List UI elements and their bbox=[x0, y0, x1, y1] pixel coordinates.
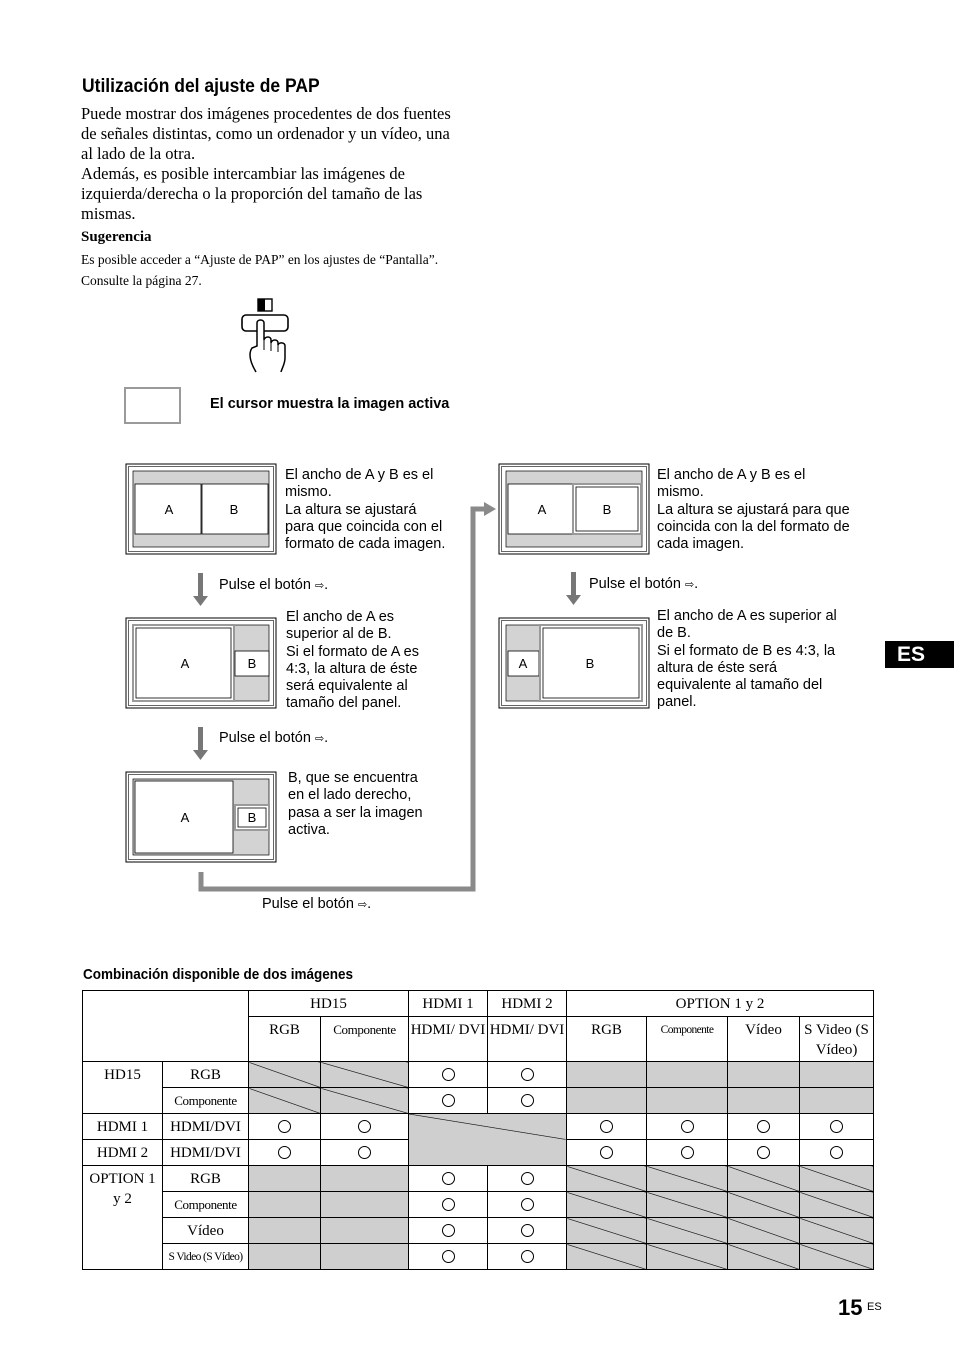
step-description-3 bbox=[288, 770, 423, 839]
unavailable-cell bbox=[321, 1166, 409, 1192]
available-cell bbox=[800, 1114, 874, 1140]
unavailable-cell bbox=[800, 1088, 874, 1114]
step-line: El ancho de A y B es el bbox=[285, 467, 434, 483]
table-row bbox=[83, 1166, 874, 1192]
step-line: activa. bbox=[288, 821, 330, 838]
press-button-instruction-1: Pulse el botón ⇨. bbox=[219, 577, 329, 593]
press-button-text: Pulse el botón bbox=[262, 896, 354, 912]
table-corner-cell bbox=[83, 991, 249, 1062]
row-header: Componente bbox=[163, 1088, 249, 1114]
step-line: La altura se ajustará bbox=[285, 501, 417, 518]
step-line: formato de cada imagen. bbox=[285, 536, 446, 553]
column-header: S Video (S Vídeo) bbox=[800, 1017, 874, 1062]
step-line: en el lado derecho, bbox=[288, 787, 412, 804]
unavailable-cell bbox=[800, 1244, 874, 1270]
screen-label-a: A bbox=[537, 502, 547, 517]
available-circle-icon bbox=[830, 1146, 843, 1159]
available-cell bbox=[728, 1140, 800, 1166]
row-header: HDMI/DVI bbox=[163, 1114, 249, 1140]
available-circle-icon bbox=[830, 1120, 843, 1133]
row-group-header: OPTION 1 y 2 bbox=[83, 1166, 163, 1270]
pap-arrow-icon: ⇨ bbox=[684, 579, 695, 591]
available-cell bbox=[409, 1218, 488, 1244]
unavailable-cell bbox=[800, 1218, 874, 1244]
column-header: Componente bbox=[321, 1017, 409, 1062]
available-cell bbox=[800, 1140, 874, 1166]
row-header: HDMI/DVI bbox=[163, 1140, 249, 1166]
available-circle-icon bbox=[442, 1198, 455, 1211]
unavailable-cell bbox=[409, 1114, 567, 1166]
available-circle-icon bbox=[278, 1120, 291, 1133]
unavailable-cell bbox=[567, 1088, 647, 1114]
available-cell bbox=[409, 1192, 488, 1218]
screen-label-b: B bbox=[247, 656, 257, 671]
press-button-instruction-2: Pulse el botón ⇨. bbox=[219, 730, 329, 746]
screen-b-active-left bbox=[126, 772, 276, 862]
unavailable-cell bbox=[321, 1088, 409, 1114]
screen-equal-width-right bbox=[499, 464, 649, 554]
step-line: será equivalente al bbox=[286, 678, 408, 695]
page-number: 15 bbox=[838, 1295, 863, 1320]
cursor-legend-label: El cursor muestra la imagen activa bbox=[210, 396, 450, 412]
step-description-5 bbox=[657, 608, 837, 712]
step-line: panel. bbox=[657, 694, 697, 711]
row-header: Vídeo bbox=[163, 1218, 249, 1244]
available-circle-icon bbox=[442, 1224, 455, 1237]
unavailable-cell bbox=[800, 1192, 874, 1218]
unavailable-cell bbox=[800, 1166, 874, 1192]
available-cell bbox=[567, 1140, 647, 1166]
available-cell bbox=[647, 1140, 728, 1166]
unavailable-cell bbox=[249, 1088, 321, 1114]
step-line: Si el formato de A es bbox=[286, 643, 419, 660]
unavailable-cell bbox=[567, 1166, 647, 1192]
unavailable-cell bbox=[321, 1062, 409, 1088]
column-group-header: OPTION 1 y 2 bbox=[567, 991, 874, 1017]
step-description-2 bbox=[286, 609, 419, 713]
unavailable-cell bbox=[647, 1062, 728, 1088]
table-row bbox=[83, 1062, 874, 1088]
unavailable-cell bbox=[249, 1244, 321, 1270]
available-circle-icon bbox=[757, 1146, 770, 1159]
screen-b-wider-right bbox=[499, 618, 649, 708]
step-line: cada imagen. bbox=[657, 536, 745, 553]
available-circle-icon bbox=[757, 1120, 770, 1133]
screen-label-b: B bbox=[585, 656, 595, 671]
pap-arrow-icon: ⇨ bbox=[314, 733, 325, 745]
page-language-suffix: ES bbox=[867, 1301, 882, 1313]
available-circle-icon bbox=[442, 1250, 455, 1263]
available-circle-icon bbox=[442, 1172, 455, 1185]
step-line: para que coincida con el bbox=[285, 518, 443, 535]
available-circle-icon bbox=[600, 1146, 613, 1159]
available-circle-icon bbox=[358, 1146, 371, 1159]
available-cell bbox=[321, 1140, 409, 1166]
row-group-header: HDMI 1 bbox=[83, 1114, 163, 1140]
available-circle-icon bbox=[521, 1094, 534, 1107]
available-cell bbox=[488, 1244, 567, 1270]
screen-a-wider-left bbox=[126, 618, 276, 708]
available-circle-icon bbox=[600, 1120, 613, 1133]
available-cell bbox=[321, 1114, 409, 1140]
available-cell bbox=[728, 1114, 800, 1140]
screen-label-b: B bbox=[602, 502, 612, 517]
available-circle-icon bbox=[521, 1198, 534, 1211]
step-line: altura de éste será bbox=[657, 659, 778, 676]
unavailable-cell bbox=[728, 1244, 800, 1270]
available-circle-icon bbox=[681, 1146, 694, 1159]
available-circle-icon bbox=[278, 1146, 291, 1159]
unavailable-cell bbox=[249, 1192, 321, 1218]
step-line: equivalente al tamaño del bbox=[657, 677, 823, 694]
available-cell bbox=[409, 1062, 488, 1088]
step-line: superior al de B. bbox=[286, 626, 392, 643]
step-line: La altura se ajustará para que bbox=[657, 501, 850, 518]
step-line: de B. bbox=[657, 625, 691, 642]
combination-table-title: Combinación disponible de dos imágenes bbox=[83, 966, 354, 983]
column-header: RGB bbox=[249, 1017, 321, 1062]
step-description-4 bbox=[657, 467, 850, 553]
screen-label-a: A bbox=[518, 656, 528, 671]
step-line: B, que se encuentra bbox=[288, 770, 418, 786]
press-button-instruction-3: Pulse el botón ⇨. bbox=[589, 576, 699, 592]
table-row bbox=[83, 1088, 874, 1114]
table-row bbox=[83, 1244, 874, 1270]
unavailable-cell bbox=[249, 1062, 321, 1088]
unavailable-cell bbox=[567, 1062, 647, 1088]
unavailable-cell bbox=[728, 1062, 800, 1088]
available-cell bbox=[409, 1088, 488, 1114]
tip-text: Es posible acceder a “Ajuste de PAP” en los ajustes de “Pantalla”. Consulte la página 27. bbox=[81, 252, 439, 288]
screen-equal-width-left bbox=[126, 464, 276, 554]
step-line: El ancho de A es bbox=[286, 609, 395, 625]
unavailable-cell bbox=[728, 1088, 800, 1114]
screen-label-a: A bbox=[180, 656, 190, 671]
available-cell bbox=[488, 1062, 567, 1088]
press-button-text: Pulse el botón bbox=[589, 576, 681, 592]
unavailable-cell bbox=[728, 1218, 800, 1244]
unavailable-cell bbox=[800, 1062, 874, 1088]
unavailable-cell bbox=[567, 1244, 647, 1270]
step-line: coincida con la del formato de bbox=[657, 518, 850, 535]
language-tab: ES bbox=[885, 641, 954, 668]
unavailable-cell bbox=[249, 1218, 321, 1244]
press-button-text: Pulse el botón bbox=[219, 577, 311, 593]
column-header: HDMI/ DVI bbox=[488, 1017, 567, 1062]
available-circle-icon bbox=[521, 1250, 534, 1263]
available-circle-icon bbox=[681, 1120, 694, 1133]
column-header: Componente bbox=[647, 1017, 728, 1062]
available-cell bbox=[249, 1114, 321, 1140]
unavailable-cell bbox=[647, 1218, 728, 1244]
step-line: El ancho de A es superior al bbox=[657, 608, 837, 624]
available-cell bbox=[488, 1166, 567, 1192]
available-cell bbox=[647, 1114, 728, 1140]
intro-paragraph-1: Puede mostrar dos imágenes procedentes de dos fuentes de señales distintas, como un ordenador y un vídeo, una al lado de la otra. bbox=[81, 104, 451, 163]
screen-label-b: B bbox=[229, 502, 239, 517]
column-group-header: HD15 bbox=[249, 991, 409, 1017]
press-button-instruction-4: Pulse el botón ⇨. bbox=[262, 896, 372, 912]
available-cell bbox=[488, 1088, 567, 1114]
column-group-header: HDMI 1 bbox=[409, 991, 488, 1017]
row-group-header: HD15 bbox=[83, 1062, 163, 1114]
press-button-text: Pulse el botón bbox=[219, 730, 311, 746]
screen-label-b: B bbox=[247, 810, 257, 825]
available-circle-icon bbox=[442, 1094, 455, 1107]
column-header: HDMI/ DVI bbox=[409, 1017, 488, 1062]
step-line: tamaño del panel. bbox=[286, 695, 402, 712]
available-cell bbox=[488, 1218, 567, 1244]
row-group-header: HDMI 2 bbox=[83, 1140, 163, 1166]
screen-label-a: A bbox=[164, 502, 174, 517]
step-line: Si el formato de B es 4:3, la bbox=[657, 642, 836, 659]
row-header: RGB bbox=[163, 1062, 249, 1088]
unavailable-cell bbox=[567, 1218, 647, 1244]
available-circle-icon bbox=[442, 1068, 455, 1081]
row-header: S Video (S Vídeo) bbox=[163, 1244, 249, 1270]
available-circle-icon bbox=[358, 1120, 371, 1133]
pap-arrow-icon: ⇨ bbox=[314, 580, 325, 592]
column-header: RGB bbox=[567, 1017, 647, 1062]
pap-arrow-icon: ⇨ bbox=[357, 899, 368, 911]
available-cell bbox=[567, 1114, 647, 1140]
unavailable-cell bbox=[249, 1166, 321, 1192]
step-description-1 bbox=[285, 467, 445, 553]
unavailable-cell bbox=[321, 1244, 409, 1270]
table-row bbox=[83, 1114, 874, 1140]
unavailable-cell bbox=[728, 1192, 800, 1218]
row-header: Componente bbox=[163, 1192, 249, 1218]
available-circle-icon bbox=[521, 1068, 534, 1081]
unavailable-cell bbox=[647, 1088, 728, 1114]
column-group-header: HDMI 2 bbox=[488, 991, 567, 1017]
available-cell bbox=[409, 1244, 488, 1270]
section-title: Utilización del ajuste de PAP bbox=[82, 76, 320, 97]
intro-paragraph-2: Además, es posible intercambiar las imágenes de izquierda/derecha o la proporción del tamaño de las mismas. bbox=[81, 164, 423, 223]
screen-label-a: A bbox=[180, 810, 190, 825]
available-cell bbox=[409, 1166, 488, 1192]
step-line: mismo. bbox=[285, 484, 332, 501]
table-header-row bbox=[83, 991, 874, 1017]
unavailable-cell bbox=[321, 1218, 409, 1244]
row-header: RGB bbox=[163, 1166, 249, 1192]
available-circle-icon bbox=[521, 1172, 534, 1185]
table-row bbox=[83, 1218, 874, 1244]
unavailable-cell bbox=[647, 1192, 728, 1218]
step-line: pasa a ser la imagen bbox=[288, 804, 423, 821]
tip-heading: Sugerencia bbox=[81, 229, 152, 245]
combination-table bbox=[82, 990, 874, 1270]
step-line: mismo. bbox=[657, 484, 704, 501]
available-cell bbox=[249, 1140, 321, 1166]
step-line: 4:3, la altura de éste bbox=[286, 660, 418, 677]
unavailable-cell bbox=[647, 1166, 728, 1192]
available-circle-icon bbox=[521, 1224, 534, 1237]
unavailable-cell bbox=[647, 1244, 728, 1270]
unavailable-cell bbox=[567, 1192, 647, 1218]
unavailable-cell bbox=[728, 1166, 800, 1192]
unavailable-cell bbox=[321, 1192, 409, 1218]
table-row bbox=[83, 1192, 874, 1218]
step-line: El ancho de A y B es el bbox=[657, 467, 806, 483]
available-cell bbox=[488, 1192, 567, 1218]
column-header: Vídeo bbox=[728, 1017, 800, 1062]
